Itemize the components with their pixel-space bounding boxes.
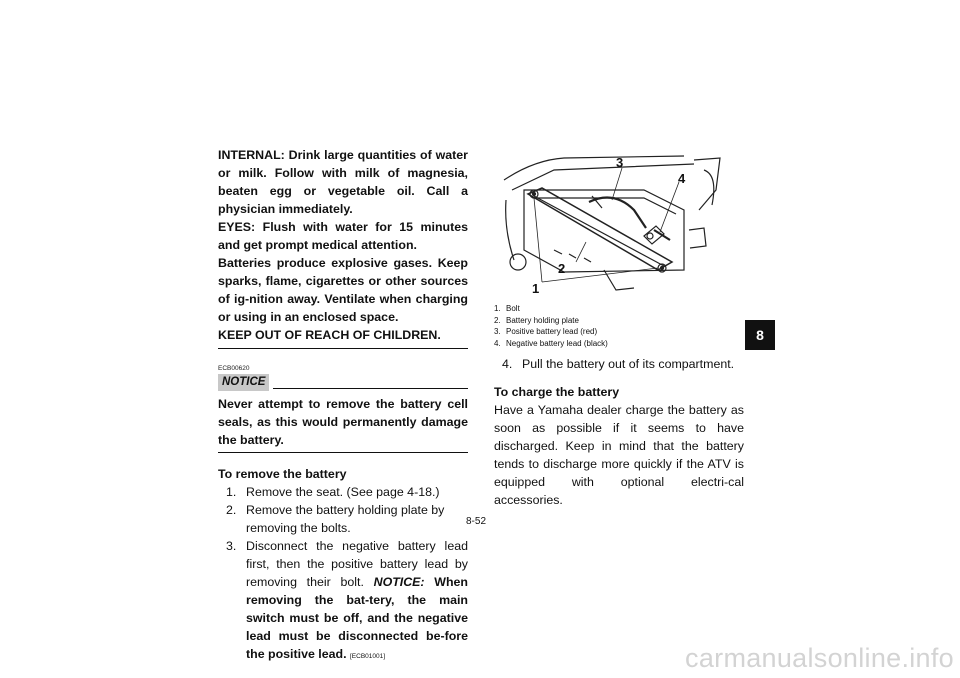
section-tab: 8 — [745, 320, 775, 350]
notice-end-rule — [218, 452, 468, 453]
remove-steps — [218, 483, 468, 666]
remove-steps-continued — [494, 355, 744, 373]
step3-notice-text: When removing the bat-tery, the main switch must be off, and the negative lead must be disconnected be-fore the positive lead. — [246, 575, 469, 661]
warning-end-rule — [218, 348, 468, 349]
charge-text: Have a Yamaha dealer charge the battery as soon as possible if it seems to have discharged. Keep in mind that the battery tends to discharge more quickly if the ATV is equipped with optional electri-cal accessories. — [494, 403, 744, 507]
section-title-remove: To remove the battery — [218, 467, 347, 481]
notice-text: Never attempt to remove the battery cell seals, as this would permanently damage the battery. — [218, 397, 468, 447]
list-item: 2. Remove the battery holding plate by removing the bolts. — [226, 503, 445, 535]
warning-internal: INTERNAL: Drink large quantities of water or milk. Follow with milk of magnesia, beaten egg or vegetable oil. Call a physician immediately. — [218, 148, 468, 216]
figure-label-4: 4 — [678, 171, 686, 186]
notice-code: ECB00620 — [218, 365, 250, 372]
list-item: 4. Negative battery lead (black) — [494, 338, 608, 348]
figure-label-2: 2 — [558, 261, 566, 276]
step3-text: Disconnect the negative battery lead first, then the positive battery lead by removing their bolt. — [246, 539, 468, 589]
list-item: 1. Bolt — [494, 304, 520, 313]
warning-children: KEEP OUT OF REACH OF CHILDREN. — [218, 328, 441, 342]
notice-badge: NOTICE — [218, 374, 269, 391]
figure-label-1: 1 — [532, 281, 540, 296]
watermark: carmanualsonline.info — [685, 643, 954, 673]
page-number: 8-52 — [466, 516, 487, 527]
warning-eyes: EYES: Flush with water for 15 minutes and get prompt medical attention. — [218, 220, 468, 252]
list-item: 3. Disconnect the negative battery lead first, then the positive battery lead by removing their bolt. NOTICE: When removing the bat-tery, the main switch must be off, and the negative lead must be disconnected be-fore the positive lead. [ECB01001] — [226, 539, 469, 661]
warning-explosive: Batteries produce explosive gases. Keep sparks, flame, cigarettes or other sources of ig-nition away. Ventilate when charging or using in an enclosed space. — [218, 256, 468, 324]
list-item: 1. Remove the seat. (See page 4-18.) — [226, 485, 440, 499]
section-title-charge: To charge the battery — [494, 385, 620, 399]
step3-ref: [ECB01001] — [349, 653, 386, 660]
notice-header — [218, 374, 468, 391]
right-column — [494, 150, 744, 509]
step3-notice-prefix: NOTICE: — [373, 575, 425, 589]
list-item: 4. Pull the battery out of its compartment. — [502, 357, 735, 371]
left-column — [218, 146, 468, 666]
figure-label-3: 3 — [616, 155, 624, 170]
list-item: 3. Positive battery lead (red) — [494, 327, 598, 336]
battery-figure — [494, 150, 744, 295]
notice-header-rule — [273, 388, 468, 389]
figure-captions — [494, 303, 744, 349]
list-item: 2. Battery holding plate — [494, 315, 579, 325]
